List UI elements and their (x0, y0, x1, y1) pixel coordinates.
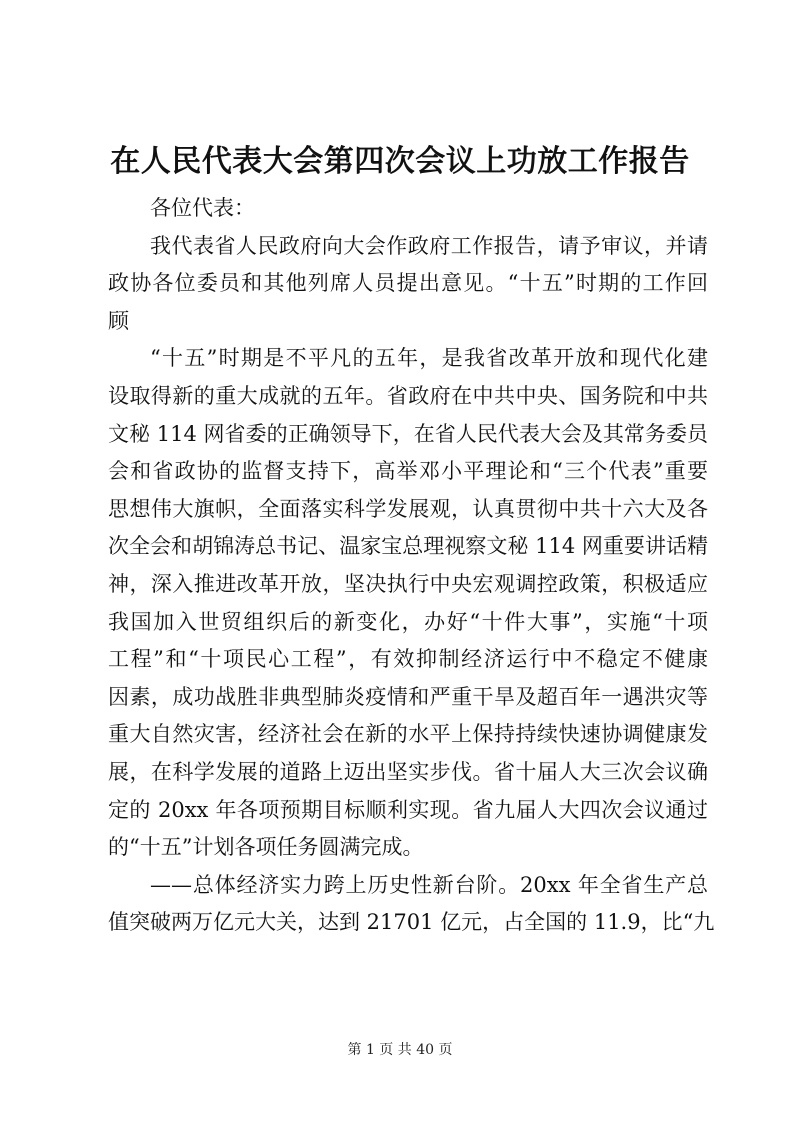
paragraph-line: 工程”和“十项民心工程”，有效抑制经济运行中不稳定不健康 (108, 647, 708, 672)
paragraph-line: 的“十五”计划各项任务圆满完成。 (108, 835, 424, 860)
document-title: 在人民代表大会第四次会议上功放工作报告 (110, 144, 690, 179)
paragraph-line: 神，深入推进改革开放，坚决执行中央宏观调控政策，积极适应 (108, 571, 708, 596)
salutation-line: 各位代表： (150, 196, 255, 220)
paragraph-line: ——总体经济实力跨上历史性新台阶。20xx 年全省生产总 (150, 872, 708, 897)
paragraph-line: 我国加入世贸组织后的新变化，办好“十件大事”，实施“十项 (108, 609, 708, 634)
paragraph-line: 顾 (108, 308, 129, 333)
paragraph-line: 政协各位委员和其他列席人员提出意见。“十五”时期的工作回 (108, 271, 708, 296)
paragraph-line: 重大自然灾害，经济社会在新的水平上保持持续快速协调健康发 (108, 722, 708, 747)
paragraph-line: 会和省政协的监督支持下，高举邓小平理论和“三个代表”重要 (108, 459, 708, 484)
paragraph-line: 文秘 114 网省委的正确领导下，在省人民代表大会及其常务委员 (108, 421, 708, 446)
document-body (108, 190, 715, 942)
paragraph-line: 定的 20xx 年各项预期目标顺利实现。省九届人大四次会议通过 (108, 797, 708, 822)
paragraph-line: 思想伟大旗帜，全面落实科学发展观，认真贯彻中共十六大及各 (108, 496, 708, 521)
paragraph-line: 设取得新的重大成就的五年。省政府在中共中央、国务院和中共 (108, 383, 708, 408)
paragraph-line: 展，在科学发展的道路上迈出坚实步伐。省十届人大三次会议确 (108, 759, 708, 784)
paragraph-line: 因素，成功战胜非典型肺炎疫情和严重干旱及超百年一遇洪灾等 (108, 684, 708, 709)
paragraph-line: 次全会和胡锦涛总书记、温家宝总理视察文秘 114 网重要讲话精 (108, 534, 708, 559)
paragraph-line: “十五”时期是不平凡的五年，是我省改革开放和现代化建 (150, 346, 708, 371)
paragraph-line: 我代表省人民政府向大会作政府工作报告，请予审议，并请 (150, 233, 708, 258)
paragraph-line: 值突破两万亿元大关，达到 21701 亿元，占全国的 11.9，比“九 (108, 910, 715, 935)
page-number-footer: 第 1 页 共 40 页 (347, 1042, 453, 1058)
